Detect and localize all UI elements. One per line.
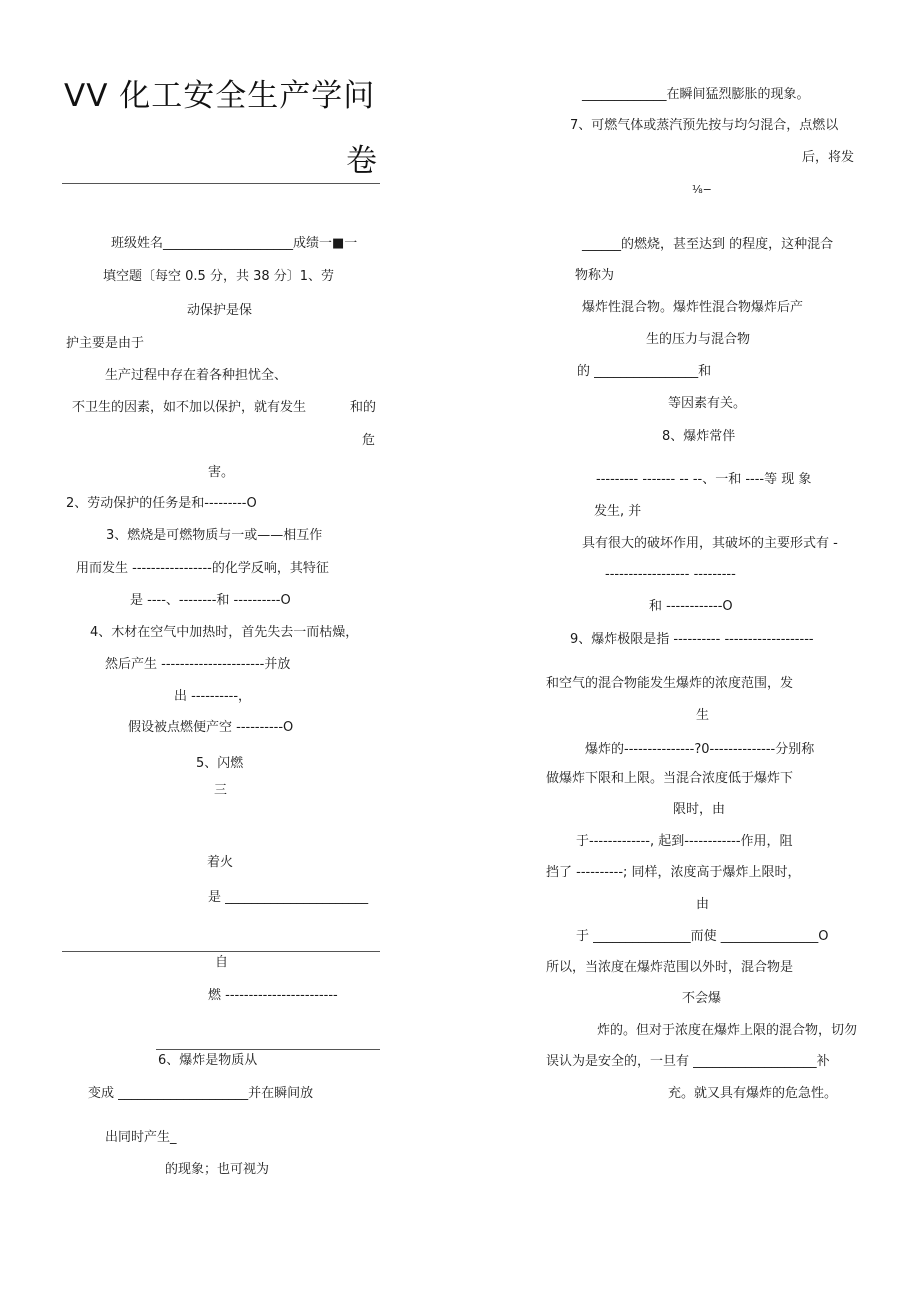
q9-text-b: 和空气的混合物能发生爆炸的浓度范围，发 xyxy=(546,676,794,691)
q9-text-e: 做爆炸下限和上限。当混合浓度低于爆炸下 xyxy=(546,771,794,786)
q6-text-c: 出同时产生_ xyxy=(105,1130,177,1145)
q6-text-b: 变成 ____________________并在瞬间放 xyxy=(88,1086,314,1101)
q9-text-h: 挡了 ----------; 同样，浓度高于爆炸上限时， xyxy=(546,865,801,880)
q1-text-g: 害。 xyxy=(208,465,235,480)
document-title-line1: VV 化工安全生产学问 xyxy=(64,78,376,114)
q4-text-c: 出 ----------， xyxy=(174,689,252,704)
q8-text-e: ------------------ --------- xyxy=(605,567,736,582)
q7-text-e: 物称为 xyxy=(575,268,615,283)
q5-shi: 是 ______________________ xyxy=(208,890,369,905)
r-cont-line: _____________在瞬间猛烈膨胀的现象。 xyxy=(582,87,810,102)
q7-text-b: 后，将发 xyxy=(802,150,855,165)
q6-text-d: 的现象；也可视为 xyxy=(165,1162,270,1177)
q8-text-d: 具有很大的破坏作用，其破坏的主要形式有 - xyxy=(582,536,838,551)
q6-top-line xyxy=(156,1049,380,1050)
name-score-line: 班级姓名____________________成绩一■一 xyxy=(111,236,358,251)
q5-zi: 自 xyxy=(215,955,229,970)
q8-text-f: 和 ------------O xyxy=(649,599,733,614)
q7-text-d: ______的燃烧，甚至达到 的程度，这种混合 xyxy=(582,237,834,252)
q1-text-f: 危 xyxy=(362,433,376,448)
q4-text-d: 假设被点燃便产空 ----------O xyxy=(128,720,294,735)
q5-text: 5、闪燃 xyxy=(196,756,244,771)
q4-text-b: 然后产生 ----------------------并放 xyxy=(105,657,291,672)
q2-text: 2、劳动保护的任务是和---------O xyxy=(66,496,257,511)
q7-fraction-mark: ⅛− xyxy=(692,183,712,196)
q7-text-g: 生的压力与混合物 xyxy=(646,332,751,347)
q7-text-h: 的 ________________和 xyxy=(577,364,712,379)
q6-text-a: 6、爆炸是物质从 xyxy=(158,1053,258,1068)
q9-text-i: 由 xyxy=(696,897,710,912)
q1-text-e: 和的 xyxy=(350,400,377,415)
q9-text-f: 限时，由 xyxy=(673,802,726,817)
q1-text-a: 动保护是保 xyxy=(187,303,253,318)
q9-text-d: 爆炸的---------------?0--------------分别称 xyxy=(585,742,815,757)
q9-text-c: 生 xyxy=(696,708,710,723)
q9-text-k: 所以，当浓度在爆炸范围以外时，混合物是 xyxy=(546,960,794,975)
divider-line xyxy=(62,951,380,952)
q9-text-j: 于 _______________而使 _______________O xyxy=(576,929,829,944)
q3-text-a: 3、燃烧是可燃物质与一或——相互作 xyxy=(106,528,323,543)
q5-zhaohuo: 着火 xyxy=(207,855,234,870)
q9-text-n: 误认为是安全的，一旦有 ___________________补 xyxy=(546,1054,830,1069)
q9-text-l: 不会爆 xyxy=(682,991,722,1006)
q8-text-c: 发生, 并 xyxy=(594,504,642,519)
q1-text-d: 不卫生的因素，如不加以保护，就有发生 xyxy=(72,400,307,415)
q7-text-i: 等因素有关。 xyxy=(668,396,747,411)
q3-text-b: 用而发生 -----------------的化学反响，其特征 xyxy=(76,561,329,576)
q5-ran: 燃 ------------------------ xyxy=(208,988,338,1003)
q7-text-f: 爆炸性混合物。爆炸性混合物爆炸后产 xyxy=(582,300,804,315)
q4-text-a: 4、木材在空气中加热时，首先失去一而枯燥， xyxy=(90,625,359,640)
q7-text-a: 7、可燃气体或蒸汽预先按与均匀混合，点燃以 xyxy=(570,118,839,133)
q9-text-m: 炸的。但对于浓度在爆炸上限的混合物，切勿 xyxy=(597,1023,858,1038)
title-underline xyxy=(62,183,380,184)
q9-text-a: 9、爆炸极限是指 ---------- ------------------- xyxy=(570,632,814,647)
document-title-line2: 卷 xyxy=(346,143,378,179)
section-heading: 填空题〔每空 0.5 分，共 38 分〕1、劳 xyxy=(103,269,335,284)
q1-text-b: 护主要是由于 xyxy=(66,336,145,351)
q3-text-c: 是 ----、--------和 ----------O xyxy=(130,593,291,608)
q5-san: 三 xyxy=(214,783,228,798)
q9-text-o: 充。就又具有爆炸的危急性。 xyxy=(668,1086,838,1101)
q8-text-a: 8、爆炸常伴 xyxy=(662,429,736,444)
q1-text-c: 生产过程中存在着各种担忧全、 xyxy=(105,368,288,383)
q9-text-g: 于-------------, 起到------------作用，阻 xyxy=(576,834,793,849)
q8-text-b: --------- ------- -- --、一和 ----等 现 象 xyxy=(596,472,812,487)
